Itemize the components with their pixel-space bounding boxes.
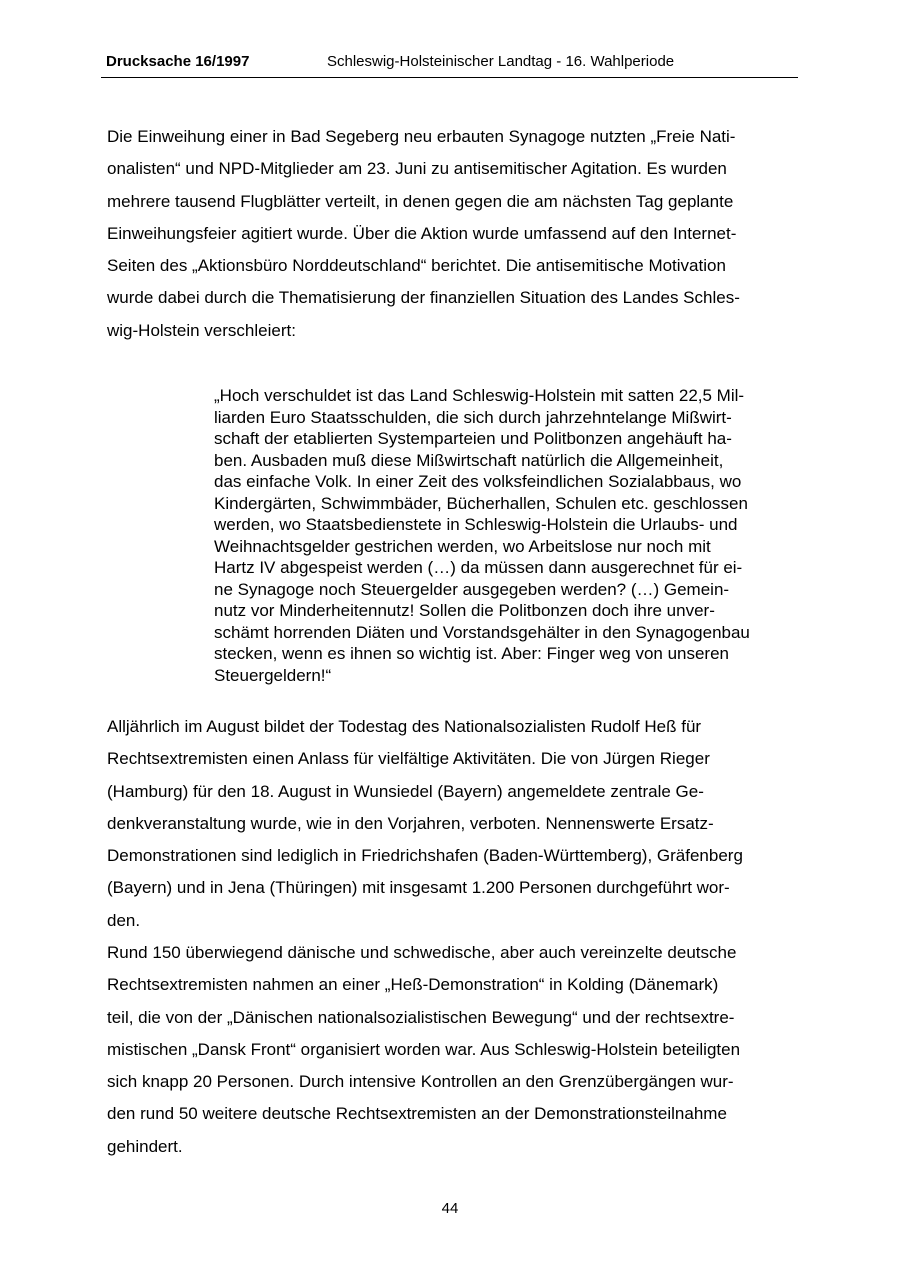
text-line: mistischen „Dansk Front“ organisiert worden war. Aus Schleswig-Holstein beteiligten (107, 1039, 741, 1059)
text-line: sich knapp 20 Personen. Durch intensive Kontrollen an den Grenzübergängen wur- (107, 1072, 734, 1092)
paragraph-synagogue (107, 121, 807, 347)
quote-line: Hartz IV abgespeist werden (…) da müssen dann ausgerechnet für ei- (214, 558, 743, 577)
quote-line: stecken, wenn es ihnen so wichtig ist. Aber: Finger weg von unseren (214, 644, 730, 663)
quote-line: ne Synagoge noch Steuergelder ausgegeben werden? (…) Gemein- (214, 579, 730, 599)
quote-line: „Hoch verschuldet ist das Land Schleswig-Holstein mit satten 22,5 Mil- (214, 386, 745, 405)
text-line: mehrere tausend Flugblätter verteilt, in denen gegen die am nächsten Tag geplante (107, 191, 734, 211)
text-line: Seiten des „Aktionsbüro Norddeutschland“ berichtet. Die antisemitische Motivation (107, 256, 726, 276)
quote-line: ben. Ausbaden muß diese Mißwirtschaft natürlich die Allgemeinheit, (214, 450, 724, 470)
text-line: den. (107, 910, 141, 930)
text-line: Demonstrationen sind lediglich in Friedrichshafen (Baden-Württemberg), Gräfenberg (107, 846, 743, 866)
text-line: Rund 150 überwiegend dänische und schwedische, aber auch vereinzelte deutsche (107, 943, 737, 962)
text-line: Alljährlich im August bildet der Todestag des Nationalsozialisten Rudolf Heß für (107, 717, 702, 736)
page-number: 44 (441, 1200, 459, 1217)
text-line: Rechtsextremisten nahmen an einer „Heß-Demonstration“ in Kolding (Dänemark) (107, 975, 719, 995)
quote-line: werden, wo Staatsbedienstete in Schleswig-Holstein die Urlaubs- und (214, 515, 738, 534)
parliament-title: Schleswig-Holsteinischer Landtag - 16. Wahlperiode (327, 53, 675, 70)
quote-line: nutz vor Minderheitennutz! Sollen die Politbonzen doch ihre unver- (214, 601, 715, 620)
quote-line: liarden Euro Staatsschulden, die sich durch jahrzehntelange Mißwirt- (214, 407, 732, 427)
text-line: wig-Holstein verschleiert: (107, 320, 296, 340)
quote-line: Steuergeldern!“ (214, 665, 332, 685)
text-line: (Hamburg) für den 18. August in Wunsiedel (Bayern) angemeldete zentrale Ge- (107, 781, 704, 801)
text-line: Einweihungsfeier agitiert wurde. Über die Aktion wurde umfassend auf den Internet- (107, 223, 737, 243)
quote-line: schämt horrenden Diäten und Vorstandsgehälter in den Synagogenbau (214, 622, 750, 642)
text-line: teil, die von der „Dänischen nationalsozialistischen Bewegung“ und der rechtsextre- (107, 1007, 735, 1027)
text-line: den rund 50 weitere deutsche Rechtsextremisten an der Demonstrationsteilnahme (107, 1104, 727, 1124)
text-line: gehindert. (107, 1136, 183, 1156)
quote-line: Kindergärten, Schwimmbäder, Bücherhallen, Schulen etc. geschlossen (214, 493, 748, 513)
block-quote (214, 385, 804, 686)
text-line: onalisten“ und NPD-Mitglieder am 23. Juni zu antisemitischer Agitation. Es wurden (107, 159, 727, 179)
text-line: denkveranstaltung wurde, wie in den Vorjahren, verboten. Nennenswerte Ersatz- (107, 813, 714, 833)
paragraph-kolding-demonstration (107, 937, 807, 1163)
document-reference: Drucksache 16/1997 (106, 53, 250, 70)
quote-line: Weihnachtsgelder gestrichen werden, wo Arbeitslose nur noch mit (214, 536, 711, 556)
quote-line: das einfache Volk. In einer Zeit des volksfeindlichen Sozialabbaus, wo (214, 472, 742, 491)
text-line: (Bayern) und in Jena (Thüringen) mit insgesamt 1.200 Personen durchgeführt wor- (107, 878, 730, 898)
text-line: wurde dabei durch die Thematisierung der finanziellen Situation des Landes Schles- (107, 288, 740, 308)
page-header (101, 0, 798, 78)
text-line: Rechtsextremisten einen Anlass für vielfältige Aktivitäten. Die von Jürgen Rieger (107, 749, 710, 769)
text-line: Die Einweihung einer in Bad Segeberg neu erbauten Synagoge nutzten „Freie Nati- (107, 127, 736, 146)
quote-line: schaft der etablierten Systemparteien und Politbonzen angehäuft ha- (214, 429, 732, 448)
paragraph-hess-memorial (107, 711, 807, 937)
